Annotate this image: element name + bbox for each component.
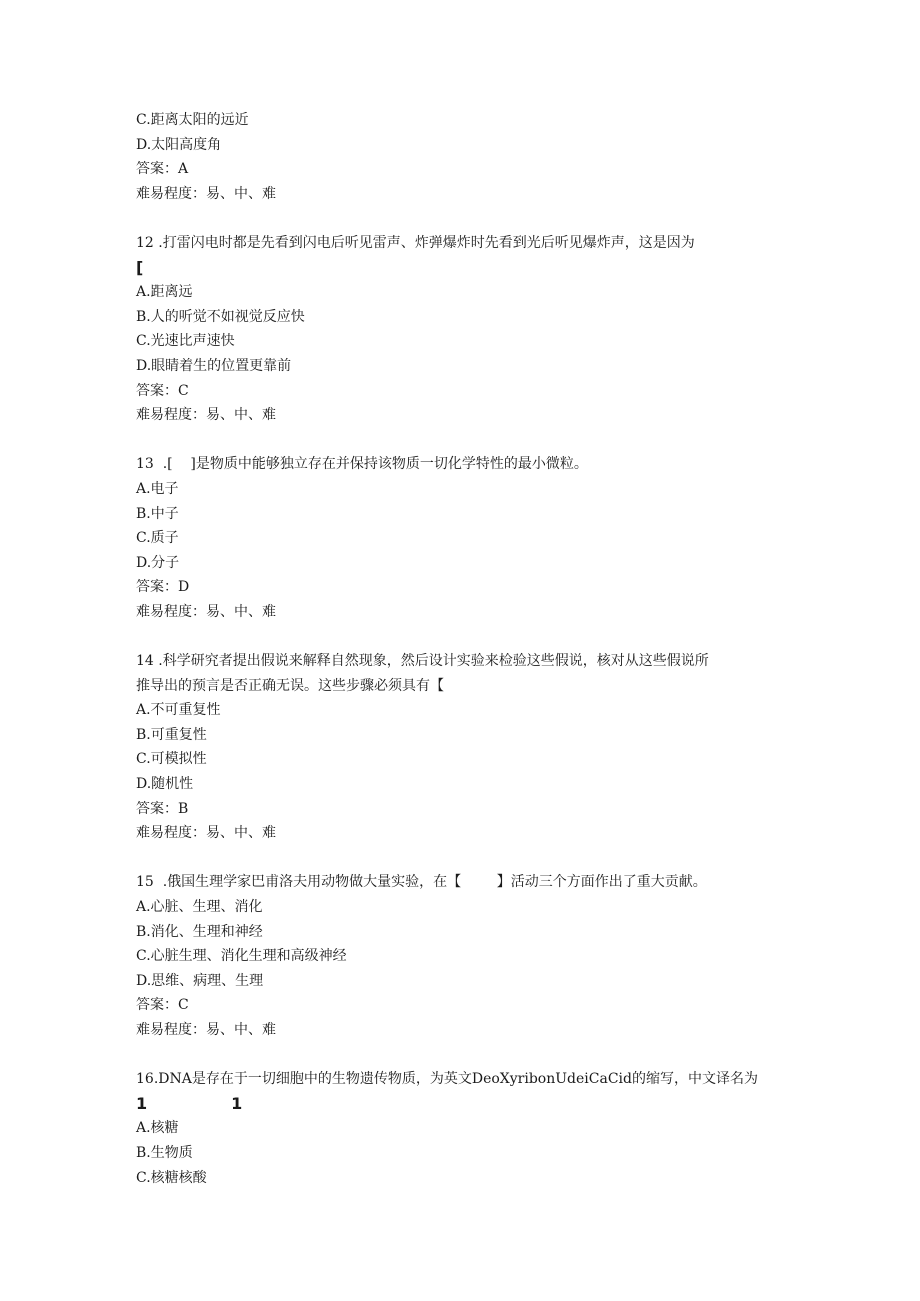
option-c: C.可模拟性 — [136, 751, 207, 768]
option-d: D.随机性 — [136, 776, 194, 793]
difficulty: 难易程度：易、中、难 — [136, 603, 276, 620]
option-d: D.太阳高度角 — [136, 136, 222, 153]
question-16 — [136, 1067, 796, 1190]
answer: 答案：C — [136, 382, 189, 399]
spacer — [136, 1043, 796, 1068]
answer-bracket — [136, 1092, 796, 1117]
option-c: C.光速比声速快 — [136, 333, 235, 350]
option-c: C.心脏生理、消化生理和高级神经 — [136, 948, 347, 965]
question-stem: 13 .[ ]是物质中能够独立存在并保持该物质一切化学特性的最小微粒。 — [136, 456, 588, 473]
option-b: B.人的听觉不如视觉反应快 — [136, 308, 305, 325]
question-12 — [136, 231, 796, 428]
option-c: C.核糖核酸 — [136, 1169, 207, 1186]
option-d: D.思维、病理、生理 — [136, 972, 264, 989]
option-d: D.眼睛着生的位置更靠前 — [136, 357, 292, 374]
question-stem: 15 .俄国生理学家巴甫洛夫用动物做大量实验，在【 】活动三个方面作出了重大贡献。 — [136, 874, 707, 891]
question-13 — [136, 452, 796, 624]
question-stem-line-2: 推导出的预言是否正确无误。这些步骤必须具有【 — [136, 677, 444, 694]
difficulty: 难易程度：易、中、难 — [136, 825, 276, 842]
option-a: A.心脏、生理、消化 — [136, 899, 263, 915]
difficulty: 难易程度：易、中、难 — [136, 407, 276, 424]
question-stem: 12 .打雷闪电时都是先看到闪电后听见雷声、炸弹爆炸时先看到光后听见爆炸声，这是因为 — [136, 234, 695, 251]
answer-bracket: [ — [136, 257, 144, 277]
answer: 答案：C — [136, 997, 189, 1014]
spacer — [136, 846, 796, 871]
option-c: C.距离太阳的远近 — [136, 112, 249, 128]
answer: 答案：D — [136, 579, 190, 596]
question-11-tail — [136, 108, 796, 206]
spacer — [136, 206, 796, 231]
bracket-open: 1 — [136, 1093, 148, 1113]
spacer — [136, 624, 796, 649]
difficulty: 难易程度：易、中、难 — [136, 185, 276, 202]
spacer — [136, 428, 796, 453]
option-b: B.中子 — [136, 505, 179, 522]
difficulty: 难易程度：易、中、难 — [136, 1021, 276, 1038]
option-a: A.距离远 — [136, 284, 193, 301]
document-page — [136, 108, 796, 1190]
answer: 答案：B — [136, 800, 189, 817]
question-14 — [136, 649, 796, 846]
option-b: B.生物质 — [136, 1144, 193, 1161]
option-c: C.质子 — [136, 530, 179, 547]
option-b: B.消化、生理和神经 — [136, 923, 263, 940]
option-d: D.分子 — [136, 554, 180, 571]
answer: 答案：A — [136, 161, 189, 178]
bracket-close: 1 — [231, 1093, 243, 1113]
option-a: A.电子 — [136, 480, 179, 497]
question-15 — [136, 870, 796, 1042]
question-stem: 16.DNA是存在于一切细胞中的生物遗传物质，为英文DeoXyribonUdeiCaCid的缩写，中文译名为 — [136, 1071, 758, 1088]
option-a: A.不可重复性 — [136, 702, 221, 719]
option-b: B.可重复性 — [136, 726, 207, 743]
question-stem-line-1: 14 .科学研究者提出假说来解释自然现象，然后设计实验来检验这些假说，核对从这些假说所 — [136, 653, 709, 670]
option-a: A.核糖 — [136, 1120, 179, 1137]
